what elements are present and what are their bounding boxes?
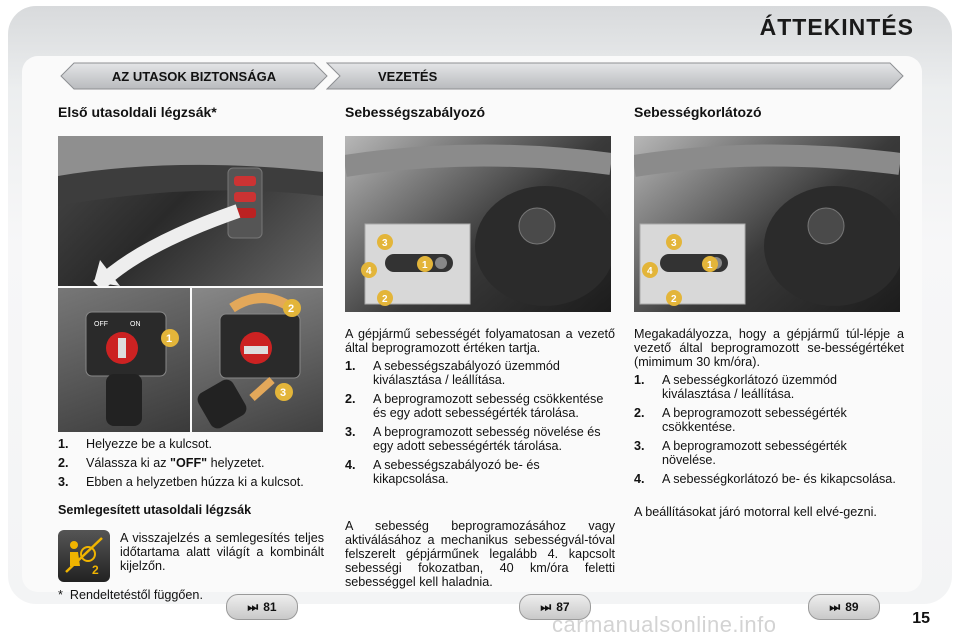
- step-text: A sebességkorlátozó be- és kikapcsolása.: [662, 472, 896, 486]
- key-switch-illustration: [192, 288, 323, 432]
- step-number: 4.: [634, 472, 645, 486]
- speed-limiter-note: A beállításokat járó motorral kell elvé-gezni.: [634, 505, 877, 519]
- airbag-steps: [58, 437, 320, 494]
- tab-passenger-safety[interactable]: [60, 62, 328, 90]
- callout-2: 2: [288, 303, 295, 315]
- skip-forward-icon: ⏭: [247, 599, 259, 614]
- airbag-heading: Első utasoldali légzsák*: [58, 104, 217, 120]
- warning-text: A visszajelzés a semlegesítés teljes időtartama alatt világít a kombinált kijelzőn.: [120, 531, 324, 573]
- list-item: [634, 472, 904, 486]
- cruise-control-photo: [345, 136, 611, 312]
- dashboard-illustration: [58, 136, 323, 286]
- step-text: A beprogramozott sebességérték növelése.: [662, 439, 847, 467]
- callout-2: 2: [671, 294, 677, 305]
- on-label: ON: [130, 321, 141, 328]
- airbag-switch-photo-right: [192, 288, 323, 432]
- page-ref-button-89[interactable]: [808, 594, 880, 620]
- key-switch-illustration: [58, 288, 190, 432]
- step-text: A beprogramozott sebesség csökkentése és egy adott sebességérték tárolása.: [373, 392, 604, 420]
- callout-3: 3: [671, 238, 677, 249]
- airbag-off-icon: [58, 530, 110, 582]
- step-text-pre: Válassza ki az: [86, 456, 170, 470]
- list-item: [345, 425, 617, 453]
- step-text: Helyezze be a kulcsot.: [86, 437, 212, 451]
- neutralized-airbag-subheading: Semlegesített utasoldali légzsák: [58, 503, 252, 517]
- step-text: A sebességkorlátozó üzemmód kiválasztása / leállítása.: [662, 373, 838, 401]
- watermark: carmanualsonline.info: [552, 612, 777, 637]
- callout-4: 4: [647, 266, 653, 277]
- step-number: 3.: [58, 475, 69, 489]
- step-text: A sebességszabályozó üzemmód kiválasztása / leállítása.: [373, 359, 560, 387]
- step-text: Ebben a helyzetben húzza ki a kulcsot.: [86, 475, 304, 489]
- speed-limiter-intro: Megakadályozza, hogy a gépjármű túl-lépje a vezető által beprogramozott se-bességértéket (mimimum 30 km/óra).: [634, 327, 904, 369]
- list-item: [345, 392, 617, 420]
- page-ref-label: 89: [845, 600, 859, 614]
- speed-limiter-steps: [634, 373, 904, 491]
- steering-stalk-illustration: [345, 136, 611, 312]
- callout-4: 4: [366, 266, 372, 277]
- skip-forward-icon: ⏭: [829, 599, 841, 614]
- list-item: [58, 475, 320, 489]
- footnote-text: Rendeltetéstől függően.: [69, 588, 203, 602]
- speed-limiter-heading: Sebességkorlátozó: [634, 104, 762, 120]
- step-number: 2.: [58, 456, 69, 470]
- step-number: 3.: [345, 425, 356, 439]
- cruise-control-steps: [345, 359, 617, 491]
- list-item: [634, 373, 904, 401]
- step-text: A beprogramozott sebességérték csökkentése.: [662, 406, 847, 434]
- speed-limiter-photo: [634, 136, 900, 312]
- callout-2: 2: [382, 294, 388, 305]
- list-item: [345, 359, 617, 387]
- airbag-switch-photo-left: [58, 288, 190, 432]
- svg-text:2: 2: [92, 563, 99, 577]
- step-text: A beprogramozott sebesség növelése és egy adott sebességérték tárolása.: [373, 425, 601, 453]
- footnote-mark: *: [58, 588, 63, 602]
- cruise-control-intro: A gépjármű sebességét folyamatosan a vezető által beprogramozott értéken tartja.: [345, 327, 615, 355]
- airbag-location-photo: [58, 136, 323, 286]
- list-item: [634, 406, 904, 434]
- callout-3: 3: [382, 238, 388, 249]
- airbag-warning-icon: [58, 530, 110, 582]
- steering-stalk-illustration: [634, 136, 900, 312]
- cruise-control-note: A sebesség beprogramozásához vagy aktiválásához a mechanikus sebességvál-tóval felszerelt gépjárműnek legalább 4. kapcsolt sebességi fokozatban, 40 km/óra feletti sebességgel kell haladnia.: [345, 519, 615, 589]
- page-title: ÁTTEKINTÉS: [759, 14, 914, 40]
- page-ref-label: 81: [263, 600, 277, 614]
- step-number: 2.: [634, 406, 645, 420]
- step-number: 1.: [345, 359, 356, 373]
- step-text: A sebességszabályozó be- és kikapcsolása.: [373, 458, 540, 486]
- step-number: 4.: [345, 458, 356, 472]
- step-number: 2.: [345, 392, 356, 406]
- step-text-strong: "OFF": [170, 456, 208, 470]
- step-number: 1.: [634, 373, 645, 387]
- step-number: 3.: [634, 439, 645, 453]
- callout-1: 1: [422, 260, 428, 271]
- page-ref-button-81[interactable]: [226, 594, 298, 620]
- list-item: [634, 439, 904, 467]
- step-text-post: helyzetet.: [207, 456, 265, 470]
- callout-3: 3: [280, 387, 287, 399]
- list-item: [58, 456, 320, 470]
- cruise-control-heading: Sebességszabályozó: [345, 104, 486, 120]
- tab-driving[interactable]: [326, 62, 904, 90]
- list-item: [345, 458, 617, 486]
- step-text: [86, 456, 265, 470]
- off-label: OFF: [94, 321, 108, 328]
- skip-forward-icon: ⏭: [540, 599, 552, 614]
- list-item: [58, 437, 320, 451]
- tab-label: AZ UTASOK BIZTONSÁGA: [111, 68, 277, 84]
- step-number: 1.: [58, 437, 69, 451]
- footnote: [58, 588, 203, 602]
- page-number: 15: [912, 610, 930, 627]
- tab-label: VEZETÉS: [378, 68, 438, 84]
- callout-1: 1: [707, 260, 713, 271]
- callout-1: 1: [166, 333, 173, 345]
- page-ref-label: 87: [556, 600, 570, 614]
